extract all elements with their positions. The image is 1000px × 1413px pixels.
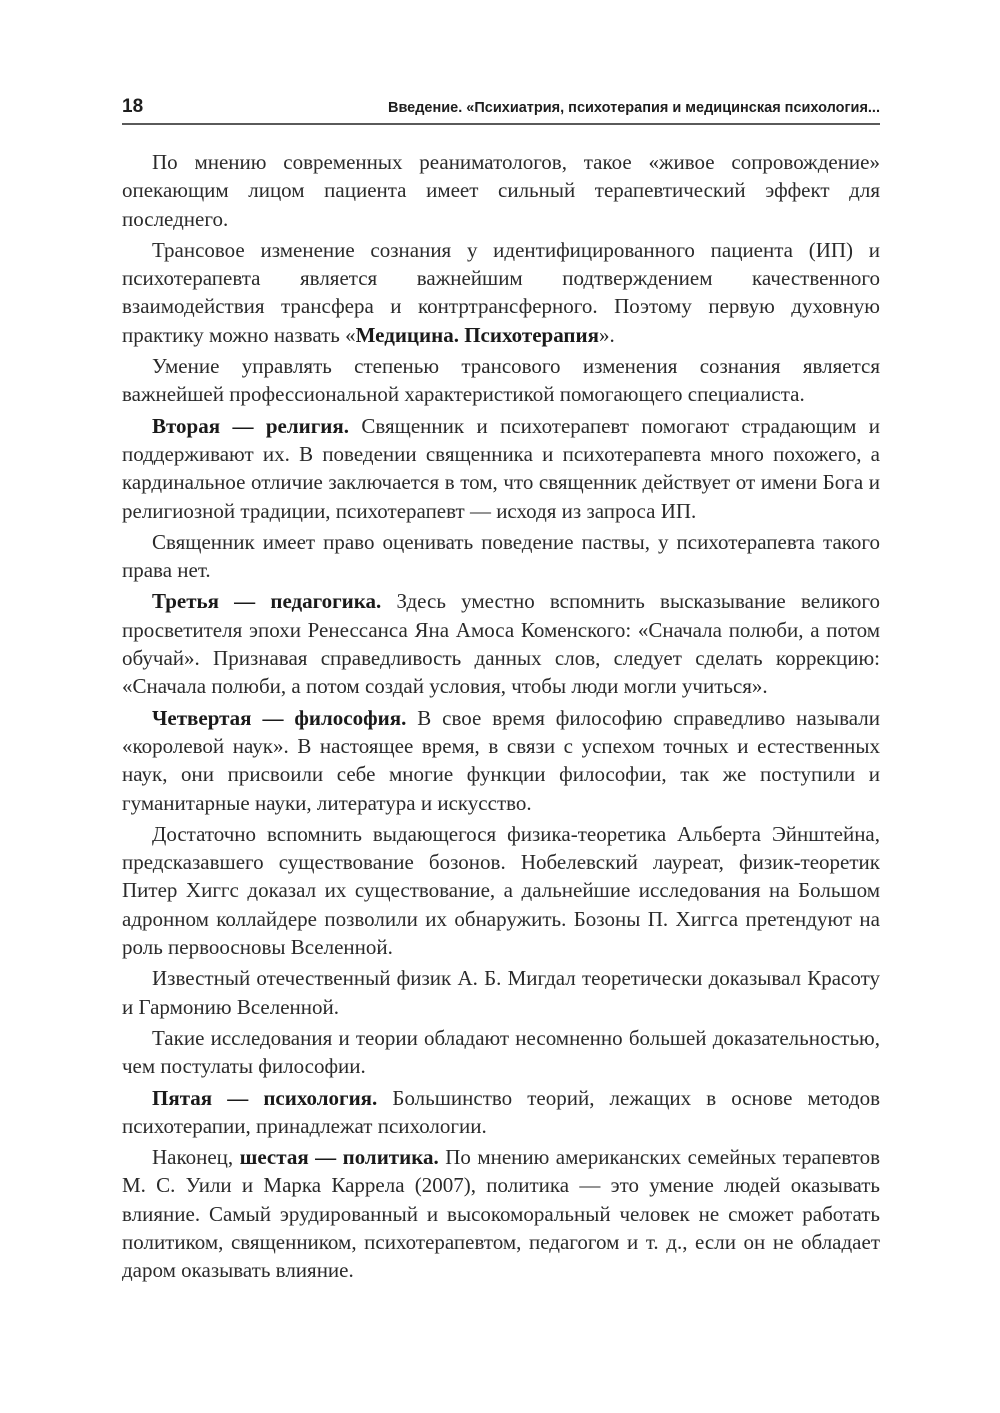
paragraph [122,1143,880,1284]
paragraph-text: Трансовое изменение сознания у идентифицированного пациента (ИП) и психотерапевта является важнейшим подтверждением качественного взаимодействия трансфера и контртрансферного. Поэтому первую духовную практику можно назвать « [122,237,880,347]
page-number: 18 [122,96,144,117]
body-text [122,148,880,1288]
paragraph [122,412,880,525]
paragraph-lead: Четвертая — философия. [152,705,407,730]
paragraph-text: Священник имеет право оценивать поведение паствы, у психотерапевта такого права нет. [122,529,880,583]
paragraph-lead: Третья — педагогика. [152,589,382,614]
paragraph [122,528,880,585]
paragraph-text: Умение управлять степенью трансового изменения сознания является важнейшей профессиональной характеристикой помогающего специалиста. [122,354,880,407]
paragraph-text: Известный отечественный физик А. Б. Мигдал теоретически доказывал Красоту и Гармонию Вселенной. [122,966,880,1019]
paragraph [122,236,880,349]
running-header [122,96,880,125]
paragraph [122,820,880,961]
paragraph-tail: ». [599,322,615,347]
paragraph-text: Достаточно вспомнить выдающегося физика-теоретика Альберта Эйнштейна, предсказавшего существование бозонов. Нобелевский лауреат, физик-теоретик Питер Хиггс доказал их существование, а дальнейшие исследования на Большом адронном коллайдере позволили их обнаружить. Бозоны П. Хиггса претендуют на роль первоосновы Вселенной. [122,821,880,960]
paragraph-lead: Вторая — религия. [152,413,349,438]
paragraph [122,1024,880,1081]
paragraph-text: Такие исследования и теории обладают несомненно большей доказательностью, чем постулаты философии. [122,1025,880,1079]
paragraph-text: Большинство теорий, лежащих в основе методов психотерапии, принадлежат психологии. [122,1085,880,1138]
paragraph-text: В свое время философию справедливо называли «королевой наук». В настоящее время, в связи с успехом точных и естественных наук, они присвоили себе многие функции философии, так же поступили и гуманитарные науки, литература и искусство. [122,705,880,815]
paragraph-tail: По мнению американских семейных терапевтов М. С. Уили и Марка Каррела (2007), политика — это умение людей оказывать влияние. Самый эрудированный и высокоморальный человек не сможет работать политиком, священником, психотерапевтом, педагогом и т. д., если он не обладает даром оказывать влияние. [122,1145,880,1283]
paragraph-text: Здесь уместно вспомнить высказывание великого просветителя эпохи Ренессанса Яна Амоса Коменского: «Сначала полюби, а потом обучай». Признавая справедливость данных слов, следует сделать коррекцию: «Сначала полюби, а потом создай условия, чтобы люди могли учиться». [122,589,880,699]
paragraph-text: Священник и психотерапевт помогают страдающим и поддерживают их. В поведении священника и психотерапевта много похожего, а кардинальное отличие заключается в том, что священник действует от имени Бога и религиозной традиции, психотерапевт — исходя из запроса ИП. [122,413,880,523]
paragraph-text: По мнению современных реаниматологов, такое «живое сопровождение» опекающим лицом пациента имеет сильный терапевтический эффект для последнего. [122,150,880,231]
running-title: Введение. «Психиатрия, психотерапия и медицинская психология... [387,100,880,116]
paragraph-lead: Пятая — психология. [152,1085,378,1110]
bold-term: шестая — политика. [239,1145,439,1170]
bold-term: Медицина. Психотерапия [355,322,599,347]
paragraph [122,1084,880,1141]
paragraph-text: Наконец, [152,1145,240,1170]
paragraph [122,964,880,1021]
paragraph [122,352,880,409]
paragraph [122,704,880,817]
paragraph [122,148,880,233]
paragraph [122,587,880,700]
